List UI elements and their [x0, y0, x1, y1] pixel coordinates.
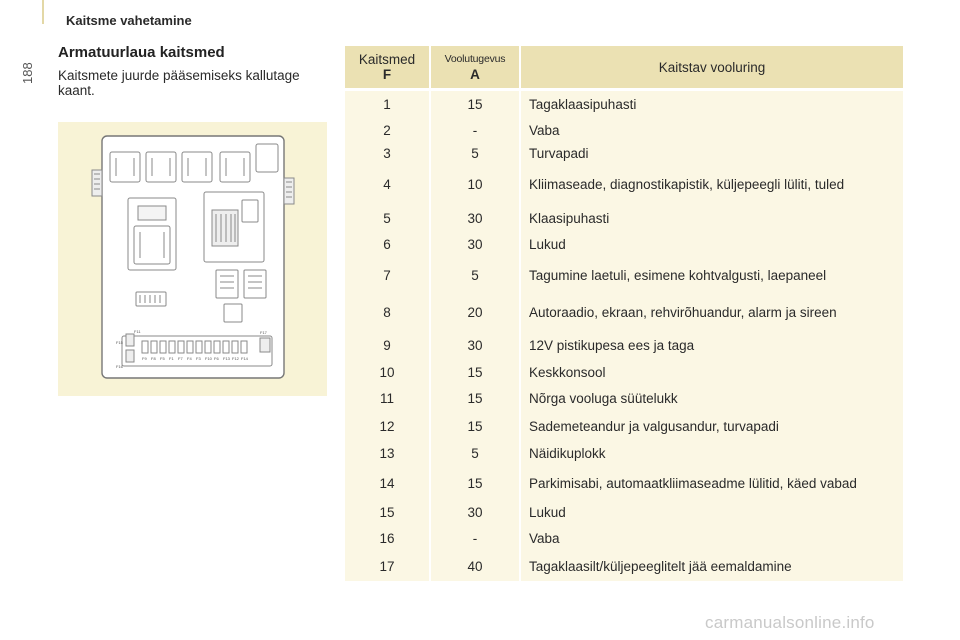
- svg-text:F8: F8: [151, 356, 156, 361]
- circuit-cell: Turvapadi: [520, 142, 903, 165]
- amperage-cell: 10: [430, 165, 520, 204]
- amperage-cell: 15: [430, 412, 520, 441]
- fuse-number-cell: 14: [345, 467, 430, 500]
- amperage-cell: 15: [430, 467, 520, 500]
- svg-text:F15: F15: [116, 340, 123, 345]
- circuit-cell: Tagumine laetuli, esimene kohtvalgusti, laepaneel: [520, 256, 903, 295]
- page-number: 188: [20, 62, 35, 84]
- amperage-cell: 40: [430, 552, 520, 581]
- fuse-number-cell: 1: [345, 90, 430, 119]
- circuit-cell: Tagaklaasipuhasti: [520, 90, 903, 119]
- amperage-cell: 15: [430, 386, 520, 412]
- watermark: carmanualsonline.info: [705, 613, 875, 632]
- svg-text:F4: F4: [187, 356, 192, 361]
- svg-text:F9: F9: [142, 356, 147, 361]
- amperage-cell: 30: [430, 500, 520, 526]
- table-row: [345, 90, 903, 119]
- fuse-number-cell: 10: [345, 360, 430, 386]
- svg-text:F17: F17: [260, 330, 267, 335]
- fuse-number-cell: 9: [345, 331, 430, 360]
- table-row: [345, 386, 903, 412]
- circuit-cell: Nõrga vooluga süütelukk: [520, 386, 903, 412]
- fusebox-illustration: [58, 122, 327, 396]
- svg-text:F11: F11: [134, 329, 141, 334]
- fusebox-diagram: [58, 122, 327, 396]
- fuse-number-cell: 16: [345, 526, 430, 552]
- table-row: [345, 142, 903, 165]
- fuse-number-cell: 8: [345, 295, 430, 331]
- amperage-cell: 20: [430, 295, 520, 331]
- table-row: [345, 360, 903, 386]
- table-row: [345, 119, 903, 142]
- circuit-cell: Tagaklaasilt/küljepeeglitelt jää eemaldamine: [520, 552, 903, 581]
- table-row: [345, 256, 903, 295]
- circuit-cell: Sademeteandur ja valgusandur, turvapadi: [520, 412, 903, 441]
- circuit-cell: Keskkonsool: [520, 360, 903, 386]
- section-intro: Kaitsmete juurde pääsemiseks kallutage kaant.: [58, 68, 300, 98]
- col-circuit-header: Kaitstav vooluring: [520, 46, 903, 90]
- circuit-cell: Vaba: [520, 119, 903, 142]
- circuit-cell: Lukud: [520, 233, 903, 256]
- table-row: [345, 526, 903, 552]
- amperage-cell: 15: [430, 360, 520, 386]
- svg-text:F6: F6: [214, 356, 219, 361]
- svg-text:F12: F12: [232, 356, 239, 361]
- table-row: [345, 441, 903, 467]
- svg-text:F7: F7: [178, 356, 183, 361]
- table-row: [345, 295, 903, 331]
- chapter-title: Kaitsme vahetamine: [66, 13, 192, 28]
- fuse-table: [345, 46, 903, 581]
- table-row: [345, 412, 903, 441]
- circuit-cell: Näidikuplokk: [520, 441, 903, 467]
- table-row: [345, 500, 903, 526]
- amperage-cell: 5: [430, 256, 520, 295]
- svg-text:F5: F5: [160, 356, 165, 361]
- fuse-number-cell: 2: [345, 119, 430, 142]
- amperage-cell: 30: [430, 204, 520, 233]
- amperage-cell: 5: [430, 142, 520, 165]
- table-row: [345, 331, 903, 360]
- amperage-cell: 5: [430, 441, 520, 467]
- circuit-cell: Kliimaseade, diagnostikapistik, küljepeegli lüliti, tuled: [520, 165, 903, 204]
- fuse-number-cell: 6: [345, 233, 430, 256]
- circuit-cell: Parkimisabi, automaatkliimaseadme lülitid, käed vabad: [520, 467, 903, 500]
- svg-text:F1: F1: [169, 356, 174, 361]
- circuit-cell: Autoraadio, ekraan, rehvirõhuandur, alarm ja sireen: [520, 295, 903, 331]
- table-row: [345, 233, 903, 256]
- fuse-number-cell: 3: [345, 142, 430, 165]
- table-header-row: [345, 46, 903, 90]
- amperage-cell: -: [430, 119, 520, 142]
- amperage-cell: 15: [430, 90, 520, 119]
- amperage-cell: -: [430, 526, 520, 552]
- svg-text:F14: F14: [241, 356, 248, 361]
- circuit-cell: 12V pistikupesa ees ja taga: [520, 331, 903, 360]
- fuse-number-cell: 4: [345, 165, 430, 204]
- col-fuse-header: Kaitsmed F: [345, 46, 430, 90]
- circuit-cell: Klaasipuhasti: [520, 204, 903, 233]
- table-row: [345, 552, 903, 581]
- svg-text:F13: F13: [223, 356, 230, 361]
- col-amperage-header: Voolutugevus A: [430, 46, 520, 90]
- amperage-cell: 30: [430, 331, 520, 360]
- table-row: [345, 204, 903, 233]
- svg-text:F16: F16: [116, 364, 123, 369]
- fuse-number-cell: 15: [345, 500, 430, 526]
- circuit-cell: Vaba: [520, 526, 903, 552]
- amperage-cell: 30: [430, 233, 520, 256]
- section-title: Armatuurlaua kaitsmed: [58, 44, 225, 61]
- fuse-number-cell: 11: [345, 386, 430, 412]
- fuse-number-cell: 17: [345, 552, 430, 581]
- table-row: [345, 467, 903, 500]
- circuit-cell: Lukud: [520, 500, 903, 526]
- table-row: [345, 165, 903, 204]
- fuse-number-cell: 13: [345, 441, 430, 467]
- header-divider: [42, 0, 44, 24]
- svg-text:F10: F10: [205, 356, 212, 361]
- fuse-number-cell: 12: [345, 412, 430, 441]
- svg-text:F3: F3: [196, 356, 201, 361]
- fuse-number-cell: 7: [345, 256, 430, 295]
- fuse-number-cell: 5: [345, 204, 430, 233]
